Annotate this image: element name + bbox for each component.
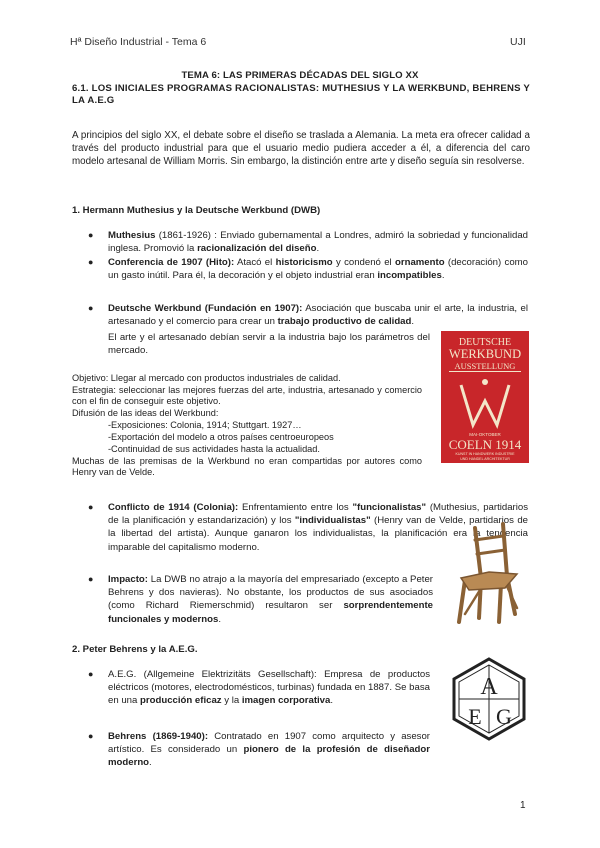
header-right: UJI (510, 36, 526, 48)
bullet-dot: ● (88, 303, 94, 313)
poster-graphic (441, 331, 529, 463)
bullet-dot: ● (88, 669, 94, 679)
poster-top1: DEUTSCHE (458, 337, 512, 348)
bullet-dot: ● (88, 731, 94, 741)
bullet-behrens: ● Behrens (1869-1940): Contratado en 1907 como arquitecto y asesor artístico. Es considerado un pionero de la profesión de diseñador moderno. (88, 731, 430, 769)
difusion-item-1: -Exposiciones: Colonia, 1914; Stuttgart. 1927… (108, 420, 302, 430)
bullet-dot: ● (88, 230, 94, 240)
aeg-logo (446, 656, 532, 742)
section2-heading: 2. Peter Behrens y la A.E.G. (72, 644, 198, 655)
header-left: Hª Diseño Industrial - Tema 6 (70, 36, 207, 48)
bullet-werkbund: ● Deutsche Werkbund (Fundación en 1907): Asociación que buscaba unir el arte, la industria, el artesanado y el comercio para crear un trabajo productivo de calidad. (88, 303, 529, 328)
bullet-dot: ● (88, 574, 94, 584)
poster-w-emblem (461, 385, 509, 425)
aeg-letter-g: G (496, 704, 512, 729)
bullet-conflicto: ● Conflicto de 1914 (Colonia): Enfrentamiento entre los "funcionalistas" (Muthesius, partidarios de la planificación y estandarización) y los "individualistas" (Henry van de Velde, partidarios de la libertad del artista). Aunque ganaron los individualistas, la planificación era la tendencia imparable del capitalismo moderno. (88, 502, 528, 553)
intro-paragraph: A principios del siglo XX, el debate sobre el diseño se traslada a Alemania. La meta era ofrecer calidad a través del producto industrial para que el usuario medio pudiera acceder a él, a diferencia del caro modelo artesanal de William Morris. Sin embargo, la distinción entre arte y diseño seguía sin resolverse. (72, 130, 530, 168)
poster-small1: KUNST IN HANDWERK INDUSTRIE (455, 452, 515, 456)
poster-top3: AUSSTELLUNG (454, 361, 516, 371)
poster-mid: MAI-OKTOBER (469, 432, 501, 437)
objetivo-text: Objetivo: Llegar al mercado con productos industriales de calidad. (72, 373, 341, 383)
aeg-logo-graphic (446, 656, 532, 742)
difusion-item-3: -Continuidad de sus actividades hasta la actualidad. (108, 444, 320, 454)
bullet-impacto: ● Impacto: La DWB no atrajo a la mayoría del empresariado (excepto a Peter Behrens y dos navieras). No obstante, los productos de sus asociados (como Richard Riemerschmid) resultaron ser sorprendentemente funcionales y modernos. (88, 574, 433, 625)
riemerschmid-chair-image (445, 518, 533, 628)
bullet-dot: ● (88, 502, 94, 512)
werkbund-poster (441, 331, 529, 463)
page-number: 1 (520, 800, 526, 811)
chair-graphic (445, 518, 533, 628)
document-title: TEMA 6: LAS PRIMERAS DÉCADAS DEL SIGLO XX (181, 70, 419, 81)
aeg-letter-a: A (480, 674, 498, 700)
estrategia-text: Estrategia: seleccionar las mejores fuerzas del arte, industria, artesanado y comercio con el fin de conseguir este objetivo. (72, 385, 422, 407)
bullet-dot: ● (88, 257, 94, 267)
section1-heading: 1. Hermann Muthesius y la Deutsche Werkbund (DWB) (72, 205, 321, 216)
bullet-aeg: ● A.E.G. (Allgemeine Elektrizitäts Gesellschaft): Empresa de productos eléctricos (motores, electrodomésticos, turbinas) fundada en 1887. Se basa en una producción eficaz y la imagen corporativa. (88, 669, 430, 707)
aeg-letter-e: E (468, 704, 482, 729)
werkbund-continuation: El arte y el artesanado debían servir a la industria bajo los parámetros del mercado. (108, 332, 430, 357)
bullet-muthesius: ● Muthesius (1861-1926) : Enviado gubernamental a Londres, admiró la sobriedad y funcionalidad inglesa. Promovió la racionalización del diseño. (88, 230, 528, 255)
difusion-item-2: -Exportación del modelo a otros países centroeuropeos (108, 432, 334, 442)
bullet-conferencia: ● Conferencia de 1907 (Hito): Atacó el historicismo y condenó el ornamento (decoración) como un gasto inútil. Para él, la decoración y el objeto industrial eran incompatibles. (88, 257, 528, 282)
poster-top2: WERKBUND (448, 347, 522, 361)
difusion-text: Difusión de las ideas del Werkbund: (72, 408, 219, 418)
poster-big: COELN 1914 (448, 437, 522, 452)
poster-small2: UND HANDEL ARCHITEKTUR (460, 457, 510, 461)
muchas-text: Muchas de las premisas de la Werkbund no eran compartidas por autores como Henry van de Velde. (72, 456, 422, 478)
document-subtitle: 6.1. LOS INICIALES PROGRAMAS RACIONALISTAS: MUTHESIUS Y LA WERKBUND, BEHRENS Y LA A.E.G (72, 83, 530, 106)
